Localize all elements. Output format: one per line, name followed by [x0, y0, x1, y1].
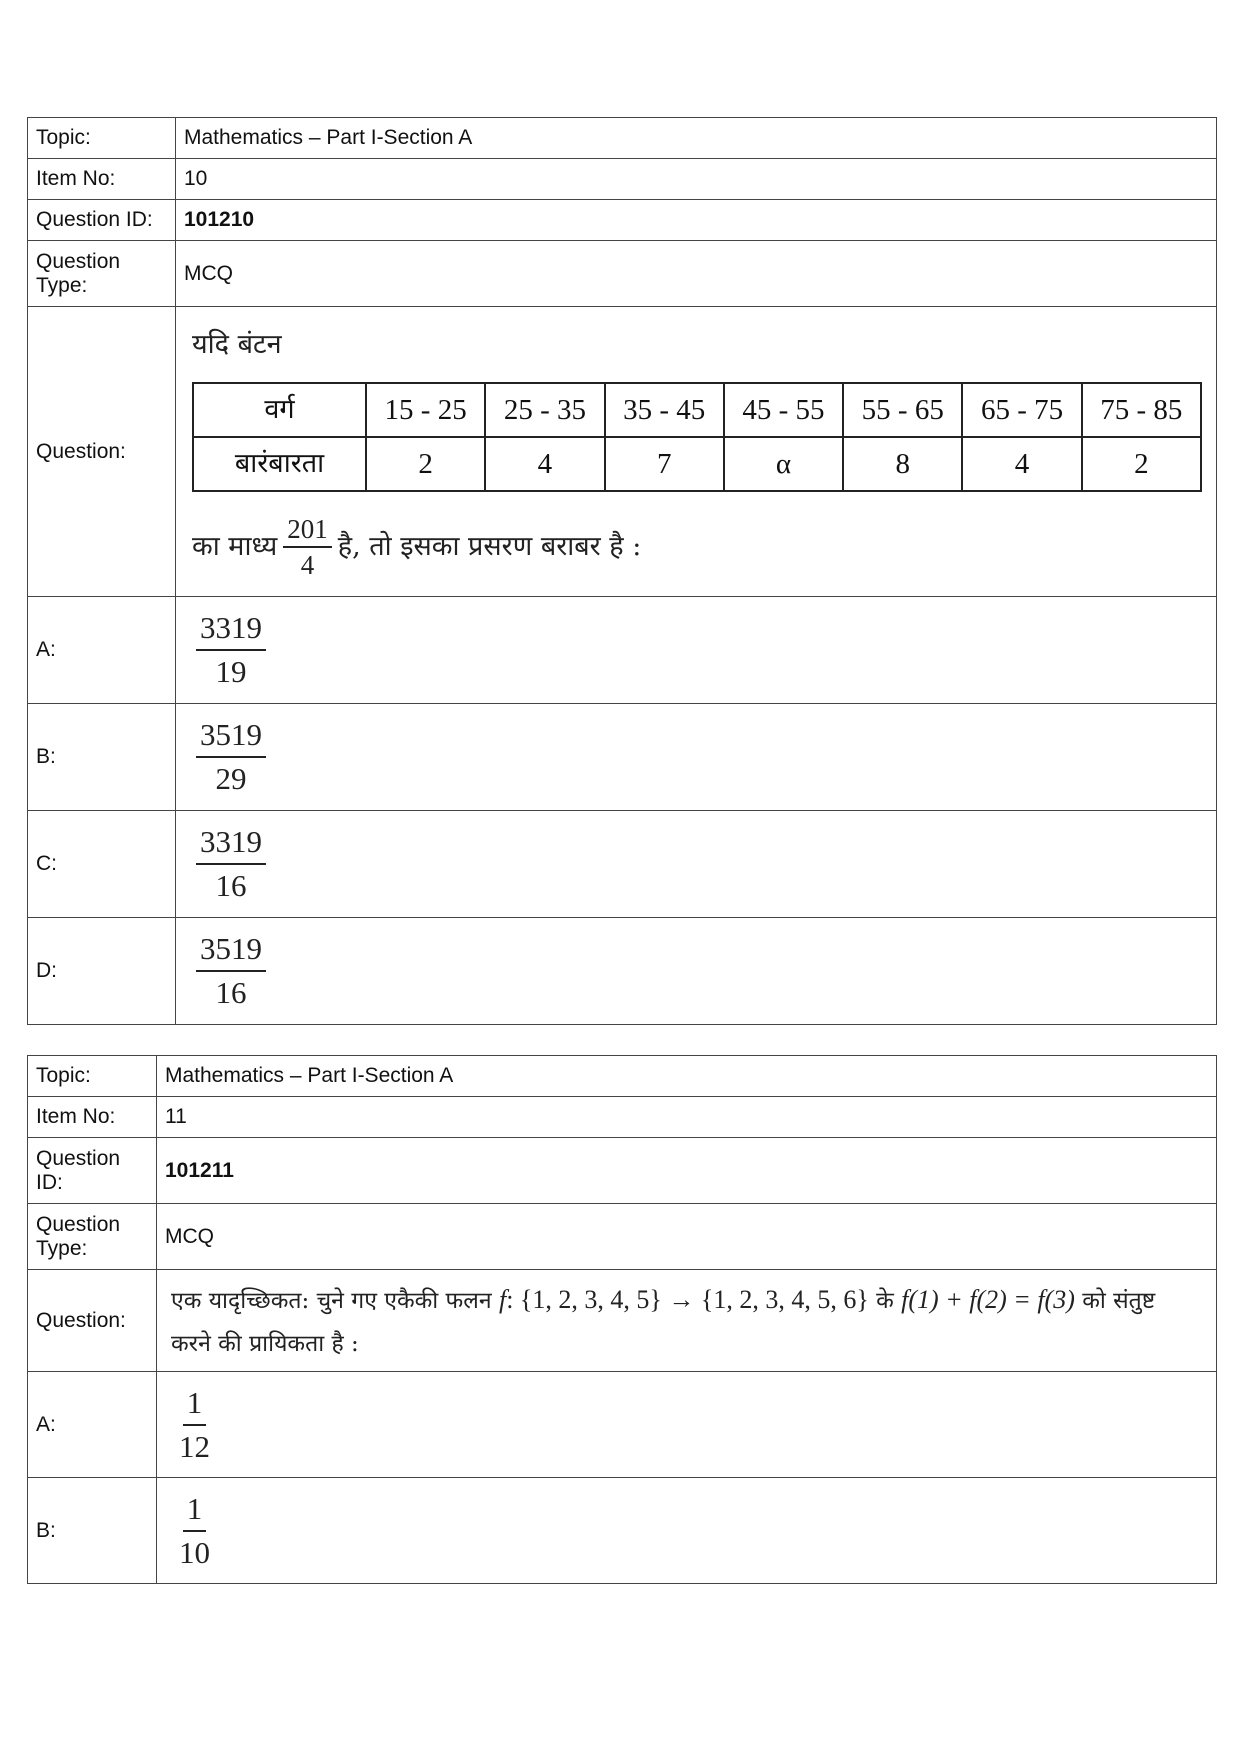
- question-block-10: [27, 117, 1217, 1025]
- option-d-denominator: 16: [215, 975, 247, 1010]
- option-b-label: B:: [28, 1478, 157, 1584]
- option-a-label: A:: [28, 597, 176, 704]
- frequency-cell: 4: [485, 437, 604, 491]
- option-d-fraction: [196, 930, 266, 1012]
- class-cell: 65 - 75: [962, 383, 1081, 437]
- option-a-denominator: 12: [179, 1428, 210, 1464]
- item-no-label: Item No:: [28, 1097, 157, 1138]
- question-text-end: को संतुष्ट: [1082, 1288, 1156, 1314]
- option-c-fraction: [196, 823, 266, 905]
- mean-numerator: 201: [283, 514, 332, 548]
- option-d: [176, 918, 1217, 1025]
- mean-fraction: [283, 514, 332, 580]
- topic-label: Topic:: [28, 118, 176, 159]
- option-c-label: C:: [28, 811, 176, 918]
- condition-expression: f(1) + f(2) = f(3): [901, 1285, 1075, 1314]
- topic-value: Mathematics – Part I-Section A: [157, 1056, 1217, 1097]
- option-a-fraction: [196, 609, 266, 691]
- mean-denominator: 4: [300, 549, 315, 580]
- question-id-value: 101211: [157, 1138, 1217, 1204]
- option-b-fraction: [196, 716, 266, 798]
- option-b-numerator: 1: [183, 1490, 207, 1532]
- frequency-cell: 7: [605, 437, 724, 491]
- option-b-numerator: 3519: [196, 716, 266, 758]
- mean-prefix: का माध्य: [192, 530, 278, 562]
- topic-label: Topic:: [28, 1056, 157, 1097]
- question-id-value: 101210: [176, 200, 1217, 241]
- class-cell: 35 - 45: [605, 383, 724, 437]
- option-b: [157, 1478, 1217, 1584]
- question-line-2: करने की प्रायिकता है :: [171, 1331, 359, 1357]
- option-d-label: D:: [28, 918, 176, 1025]
- question-text-start: एक यादृच्छिकत: चुने गए एकैकी फलन: [171, 1288, 492, 1314]
- option-a-fraction: [175, 1384, 214, 1466]
- question-type-label: Question Type:: [28, 1204, 157, 1270]
- class-cell: 15 - 25: [366, 383, 485, 437]
- option-a-numerator: 1: [183, 1384, 207, 1426]
- class-cell: 45 - 55: [724, 383, 843, 437]
- option-a-numerator: 3319: [196, 609, 266, 651]
- question-line-1: [171, 1277, 1208, 1324]
- question-intro: यदि बंटन: [192, 328, 282, 360]
- topic-value: Mathematics – Part I-Section A: [176, 118, 1217, 159]
- question-text-mid: के: [876, 1288, 894, 1314]
- option-a-label: A:: [28, 1372, 157, 1478]
- frequency-header: बारंबारता: [193, 437, 366, 491]
- question-content: [157, 1270, 1217, 1372]
- option-b-label: B:: [28, 704, 176, 811]
- option-a-denominator: 19: [215, 654, 247, 689]
- question-block-11: [27, 1055, 1217, 1584]
- frequency-cell: 2: [366, 437, 485, 491]
- option-d-numerator: 3519: [196, 930, 266, 972]
- question-type-value: MCQ: [176, 241, 1217, 307]
- option-a: [157, 1372, 1217, 1478]
- class-cell: 25 - 35: [485, 383, 604, 437]
- frequency-cell: 4: [962, 437, 1081, 491]
- frequency-cell: 2: [1082, 437, 1201, 491]
- question-type-label: Question Type:: [28, 241, 176, 307]
- option-a: [176, 597, 1217, 704]
- question-id-label: Question ID:: [28, 1138, 157, 1204]
- question-label: Question:: [28, 307, 176, 597]
- distribution-table: [192, 382, 1202, 492]
- option-b: [176, 704, 1217, 811]
- option-c-denominator: 16: [215, 868, 247, 903]
- item-no-label: Item No:: [28, 159, 176, 200]
- question-mean-line: [192, 514, 1208, 580]
- function-symbol: f: [498, 1285, 507, 1314]
- function-mapping: : {1, 2, 3, 4, 5} → {1, 2, 3, 4, 5, 6}: [506, 1285, 869, 1314]
- option-c: [176, 811, 1217, 918]
- mean-suffix: है, तो इसका प्रसरण बराबर है :: [337, 530, 642, 562]
- item-no-value: 11: [157, 1097, 1217, 1138]
- class-cell: 75 - 85: [1082, 383, 1201, 437]
- question-id-label: Question ID:: [28, 200, 176, 241]
- option-b-denominator: 10: [179, 1534, 210, 1570]
- question-label: Question:: [28, 1270, 157, 1372]
- question-content: [176, 307, 1217, 597]
- item-no-value: 10: [176, 159, 1217, 200]
- option-b-denominator: 29: [215, 761, 247, 796]
- frequency-cell: α: [724, 437, 843, 491]
- option-c-numerator: 3319: [196, 823, 266, 865]
- frequency-cell: 8: [843, 437, 962, 491]
- option-b-fraction: [175, 1490, 214, 1572]
- class-cell: 55 - 65: [843, 383, 962, 437]
- class-header: वर्ग: [193, 383, 366, 437]
- question-type-value: MCQ: [157, 1204, 1217, 1270]
